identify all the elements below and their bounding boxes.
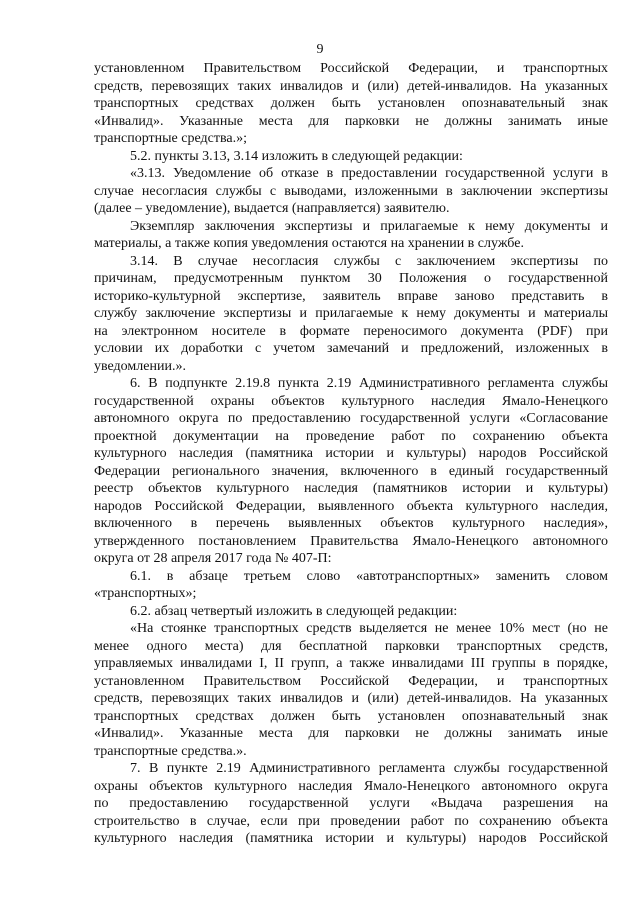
text-line: установленном Правительством Российской Федерации, и транспортных [94, 673, 608, 689]
text-line: округа от 28 апреля 2017 года № 407-П: [94, 551, 332, 566]
text-line: транспортных средствах должен быть установлен опознавательный знак [94, 708, 608, 724]
paragraph [94, 165, 608, 218]
text-line: случае несогласия службы с выводами, изложенными в заключении экспертизы [94, 183, 608, 199]
paragraph [94, 760, 608, 848]
text-line: автономного округа по предоставлению государственной услуги «Согласование [94, 411, 608, 426]
text-line: уведомлении.». [94, 358, 186, 374]
paragraph [94, 148, 608, 166]
text-line: причинам, предусмотренным пунктом 30 Положения о государственной [94, 271, 608, 286]
text-line: 6.2. абзац четвертый изложить в следующей редакции: [130, 603, 458, 619]
text-line: управляемых инвалидами I, II групп, а также инвалидами III группы в порядке, [94, 656, 608, 671]
text-line: 6.1. в абзаце третьем слово «автотранспортных» заменить словом [130, 568, 608, 584]
text-line: Федерации регионального значения, включенного в единый государственный [94, 463, 608, 479]
text-line: строительство в случае, если при проведении работ по сохранению объекта [94, 813, 608, 829]
text-line: транспортные средства.»; [94, 131, 247, 146]
text-line: «3.13. Уведомление об отказе в предоставлении государственной услуги в [130, 166, 608, 181]
text-line: условии их доработки с учетом замечаний и предложений, изложенных в [94, 341, 608, 356]
text-line: народов Российской Федерации, выявленного объекта культурного наследия, [94, 498, 608, 514]
text-line: материалы, а также копия уведомления остаются на хранении в службе. [94, 236, 524, 251]
paragraph [94, 568, 608, 603]
text-line: по предоставлению государственной услуги «Выдача разрешения на [94, 796, 608, 811]
text-line: транспортных средствах должен быть установлен опознавательный знак [94, 96, 608, 111]
text-line: 5.2. пункты 3.13, 3.14 изложить в следующей редакции: [130, 148, 463, 164]
text-line: утвержденного постановлением Правительства Ямало-Ненецкого автономного [94, 533, 608, 549]
text-line: средств, перевозящих таких инвалидов и (или) детей-инвалидов. На указанных [94, 78, 608, 94]
text-line: 7. В пункте 2.19 Административного регламента службы государственной [130, 761, 608, 776]
text-line: «Инвалид». Указанные места для парковки не должны занимать иные [94, 726, 608, 741]
paragraph [94, 620, 608, 760]
text-line: реестр объектов культурного наследия (памятников истории и культуры) [94, 481, 608, 496]
text-line: государственной охраны объектов культурного наследия Ямало-Ненецкого [94, 393, 608, 409]
page-number: 9 [316, 42, 324, 57]
text-line: проектной документации на проведение работ по сохранению объекта [94, 428, 608, 444]
text-line: транспортные средства.». [94, 743, 247, 759]
text-line: (далее – уведомление), выдается (направляется) заявителю. [94, 201, 450, 216]
text-line: менее одного места) для бесплатной парковки транспортных средств, [94, 638, 608, 654]
document-body [94, 60, 608, 848]
text-line: средств, перевозящих таких инвалидов и (или) детей-инвалидов. На указанных [94, 691, 608, 706]
text-line: на электронном носителе в формате переносимого документа (PDF) при [94, 323, 608, 339]
text-line: культурного наследия (памятника истории и культуры) народов Российской [94, 831, 608, 846]
paragraph [94, 375, 608, 568]
text-line: 3.14. В случае несогласия службы с заключением экспертизы по [130, 253, 608, 269]
text-line: 6. В подпункте 2.19.8 пункта 2.19 Административного регламента службы [130, 376, 608, 391]
text-line: культурного наследия (памятника истории и культуры) народов Российской [94, 446, 608, 461]
paragraph [94, 253, 608, 376]
text-line: установленном Правительством Российской Федерации, и транспортных [94, 61, 608, 76]
text-line: Экземпляр заключения экспертизы и прилагаемые к нему документы и [130, 218, 608, 234]
text-line: включенного в перечень выявленных объектов культурного наследия», [94, 516, 608, 531]
paragraph [94, 60, 608, 148]
text-line: службу заключение экспертизы и прилагаемые к нему документы и материалы [94, 306, 608, 321]
paragraph [94, 603, 608, 621]
paragraph [94, 218, 608, 253]
text-line: историко-культурной экспертизе, заявитель вправе заново представить в [94, 288, 608, 304]
text-line: «На стоянке транспортных средств выделяется не менее 10% мест (но не [130, 621, 608, 636]
text-line: «транспортных»; [94, 586, 197, 601]
text-line: охраны объектов культурного наследия Ямало-Ненецкого автономного округа [94, 778, 608, 794]
text-line: «Инвалид». Указанные места для парковки не должны занимать иные [94, 113, 608, 129]
